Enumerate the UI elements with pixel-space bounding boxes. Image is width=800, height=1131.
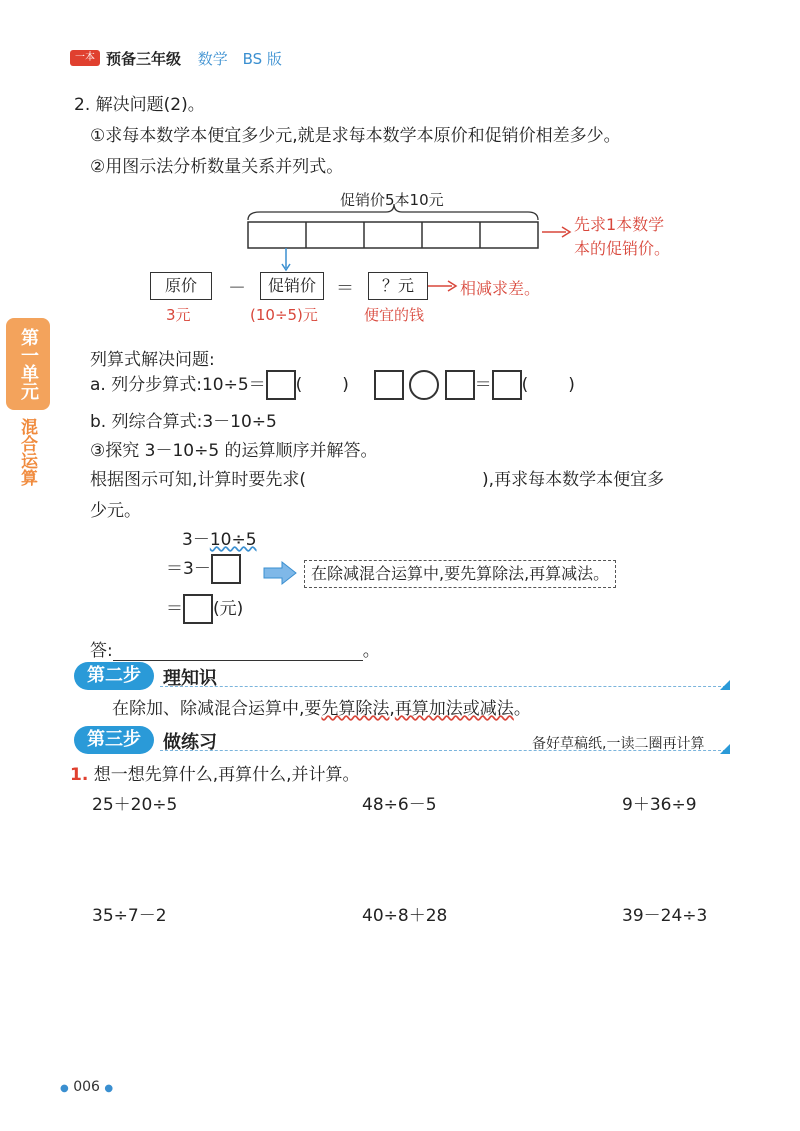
q2-title: 2. 解决问题(2)。 [74,95,205,115]
side-topic-label: 混合运算 [17,418,37,486]
dot-icon: ● [60,1083,69,1094]
answer-box[interactable] [445,370,475,400]
header-grade: 预备三年级 [106,50,182,68]
header-edition: BS 版 [242,50,282,68]
rule-text: 在除加、除减混合运算中,要 [112,699,322,719]
answer-box[interactable] [492,370,522,400]
note-line1: 先求1本数学 [574,215,665,234]
sub-label-original: 3元 [166,306,191,324]
step3-tip: 备好草稿纸,一读二圈再计算 [532,736,705,752]
answer-box[interactable] [183,594,213,624]
answer-label: 答: [90,641,113,661]
minus-sign: － [228,278,246,299]
exercise1-heading [70,760,360,785]
step2-text [112,694,531,719]
sub-label-promo: (10÷5)元 [250,306,318,324]
rule-key1: 先算除法 [321,699,390,719]
exercise-item: 39－24÷3 [622,906,708,926]
rule-key2: 再算加法或减法 [394,699,514,719]
note-line2: 本的促销价。 [574,239,671,258]
reasoning-text-a: 根据图示可知,计算时要先求( [90,470,307,490]
side-tab-unit [6,318,50,410]
brace [248,204,538,220]
side-unit-label: 第一单元 [18,328,39,400]
logo-text: 一本 [75,52,95,63]
q2-step3: ③探究 3－10÷5 的运算顺序并解答。 [90,441,378,461]
equals-sign: ＝ [336,278,354,299]
dot-icon: ● [104,1083,114,1094]
reasoning-text-b: ),再求每本数学本便宜多 [482,470,665,490]
calc-line3 [166,594,243,624]
calc-line1 [182,525,257,550]
q2-step2: ②用图示法分析数量关系并列式。 [90,157,344,177]
note-line3: 相减求差。 [460,279,541,298]
answer-end: 。 [362,641,380,661]
header-logo [70,50,100,66]
answer-box[interactable] [374,370,404,400]
step-formula-row [90,370,575,400]
blue-arrow-icon [262,560,298,586]
side-tab-topic [16,418,40,486]
step3-divider [160,750,726,751]
answer-box[interactable] [266,370,296,400]
diagram-top-label: 促销价5本10元 [340,191,444,209]
reasoning-line2: 少元。 [90,501,141,521]
step2-divider [160,686,726,687]
exercise-title: 想一想先算什么,再算什么,并计算。 [93,765,360,785]
step3-pill: 第三步 [74,726,154,754]
q2-step1: ①求每本数学本便宜多少元,就是求每本数学本原价和促销价相差多少。 [90,126,621,146]
operator-circle[interactable] [409,370,439,400]
step3-title: 做练习 [163,732,217,753]
bar-outline [248,222,538,248]
corner-triangle-icon [720,744,730,754]
solve-heading: 列算式解决问题: [90,350,215,370]
calc-line2 [166,554,241,584]
calc-text: ＝3－ [166,559,211,579]
answer-line[interactable] [113,642,363,661]
arrow-red-icon [426,279,458,293]
box-unknown: ？元 [368,272,428,300]
answer-box[interactable] [211,554,241,584]
answer-row [90,636,380,661]
arrow-red-icon [540,225,572,239]
exercise-item: 9＋36÷9 [622,795,697,815]
header-subject: 数学 [197,50,228,68]
combined-formula: b. 列综合算式:3－10÷5 [90,412,277,432]
paren-open: ( [521,375,529,395]
calc-wavy: 10÷5 [209,530,257,550]
rule-comma: , [389,699,395,719]
exercise-item: 25＋20÷5 [92,795,178,815]
equals-sign: ＝ [474,375,492,395]
exercise-item: 48÷6－5 [362,795,437,815]
corner-triangle-icon [720,680,730,690]
step-formula-label: a. 列分步算式:10÷5＝ [90,375,266,395]
exercise-item: 40÷8＋28 [362,906,448,926]
exercise-number: 1. [70,765,89,785]
reasoning-line1 [90,465,664,490]
step2-title: 理知识 [163,668,217,689]
sub-label-saved: 便宜的钱 [364,306,425,324]
rule-hint-box: 在除减混合运算中,要先算除法,再算减法。 [304,560,616,588]
paren-open: ( [295,375,303,395]
step2-pill: 第二步 [74,662,154,690]
page-number-text: 006 [73,1079,100,1095]
calc-unit: (元) [213,599,244,619]
exercise-item: 35÷7－2 [92,906,167,926]
box-promo-price: 促销价 [260,272,324,300]
rule-end: 。 [513,699,531,719]
paren-close: ) [342,375,349,395]
calc-text: ＝ [166,599,183,619]
header-title [106,48,282,69]
paren-close: ) [568,375,575,395]
page-number [60,1079,113,1095]
calc-prefix: 3－ [182,530,210,550]
box-original-price: 原价 [150,272,212,300]
arrow-down-blue-icon [280,248,292,272]
